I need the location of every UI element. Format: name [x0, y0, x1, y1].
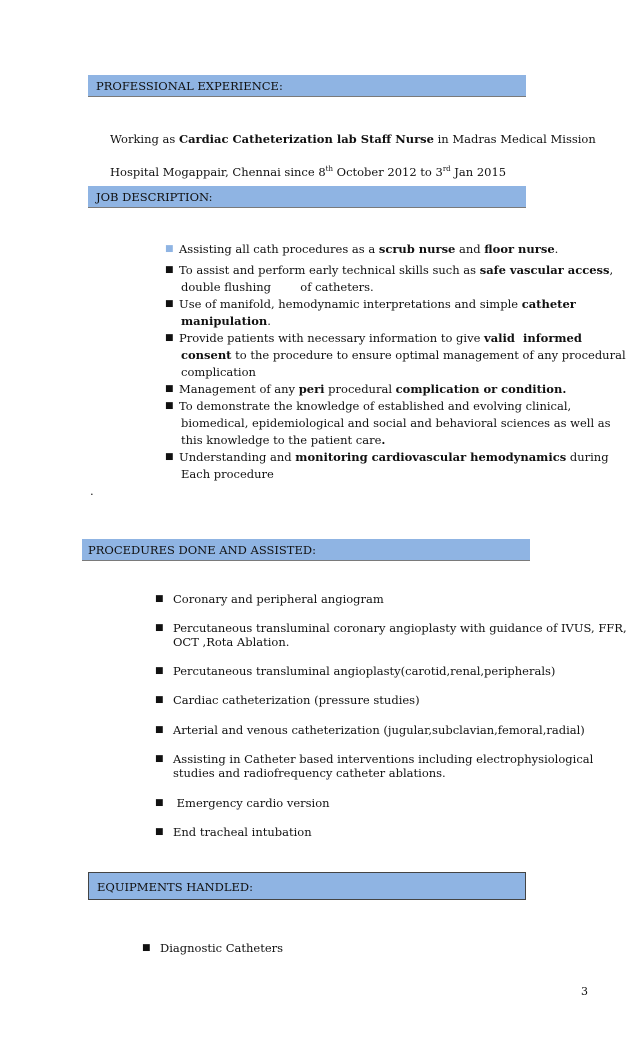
job-bullet-3: Use of manifold, hemodynamic interpretations and simple catheter: [179, 297, 576, 311]
bullet-icon: ■: [155, 623, 164, 633]
bullet-icon: ■: [155, 798, 164, 808]
bullet-icon: ■: [165, 299, 174, 309]
bullet-icon: ■: [165, 384, 174, 394]
job-bullet-2: To assist and perform early technical skills such as safe vascular access,: [179, 263, 614, 277]
bullet-icon: ■: [165, 265, 174, 275]
job-bullet-1: Assisting all cath procedures as a scrub nurse and floor nurse.: [179, 242, 559, 256]
procedure-item: Assisting in Catheter based interventions including electrophysiological: [173, 752, 594, 766]
bullet-icon: ■: [155, 754, 164, 764]
job-bullet-4-cont-2: complication: [181, 365, 256, 379]
bullet-icon: ■: [165, 244, 174, 254]
bullet-icon: ■: [165, 333, 174, 343]
procedure-item: Coronary and peripheral angiogram: [173, 592, 384, 606]
procedure-item: Percutaneous transluminal angioplasty(carotid,renal,peripherals): [173, 664, 556, 678]
job-bullet-4-cont: consent to the procedure to ensure optimal management of any procedural: [181, 348, 626, 362]
bullet-icon: ■: [155, 695, 164, 705]
bullet-icon: ■: [165, 452, 174, 462]
procedures-heading: PROCEDURES DONE AND ASSISTED:: [82, 539, 530, 561]
job-description-heading: JOB DESCRIPTION:: [88, 186, 526, 208]
job-bullet-2-cont: double flushing of catheters.: [181, 280, 374, 294]
job-bullet-4: Provide patients with necessary information to give valid informed: [179, 331, 582, 345]
procedure-item-cont: studies and radiofrequency catheter ablations.: [173, 766, 446, 780]
page-number: 3: [581, 985, 588, 998]
bullet-icon: ■: [142, 943, 151, 953]
procedure-item: Cardiac catheterization (pressure studies): [173, 693, 420, 707]
equipment-item: Diagnostic Catheters: [160, 941, 284, 955]
procedure-item: Percutaneous transluminal coronary angioplasty with guidance of IVUS, FFR,: [173, 621, 627, 635]
procedure-item-cont: OCT ,Rota Ablation.: [173, 635, 290, 649]
bullet-icon: ■: [155, 725, 164, 735]
job-bullet-3-cont: manipulation.: [181, 314, 271, 328]
job-bullet-6: To demonstrate the knowledge of established and evolving clinical,: [179, 399, 572, 413]
equipments-heading: EQUIPMENTS HANDLED:: [88, 872, 526, 900]
procedure-item: Emergency cardio version: [173, 796, 330, 810]
stray-dot: .: [90, 484, 94, 498]
job-bullet-7-cont: Each procedure: [181, 467, 274, 481]
job-bullet-7: Understanding and monitoring cardiovascular hemodynamics during: [179, 450, 609, 464]
bullet-icon: ■: [155, 827, 164, 837]
procedure-item: End tracheal intubation: [173, 825, 312, 839]
bullet-icon: ■: [155, 666, 164, 676]
procedure-item: Arterial and venous catheterization (jugular,subclavian,femoral,radial): [173, 723, 585, 737]
experience-line-2: Hospital Mogappair, Chennai since 8th October 2012 to 3rd Jan 2015: [110, 164, 507, 179]
job-bullet-6-cont: biomedical, epidemiological and social and behavioral sciences as well as: [181, 416, 611, 430]
experience-line-1: Working as Cardiac Catheterization lab Staff Nurse in Madras Medical Mission: [110, 132, 596, 146]
job-bullet-5: Management of any peri procedural complication or condition.: [179, 382, 567, 396]
bullet-icon: ■: [155, 594, 164, 604]
job-bullet-6-cont-2: this knowledge to the patient care.: [181, 433, 386, 447]
bullet-icon: ■: [165, 401, 174, 411]
professional-experience-heading: PROFESSIONAL EXPERIENCE:: [88, 75, 526, 97]
